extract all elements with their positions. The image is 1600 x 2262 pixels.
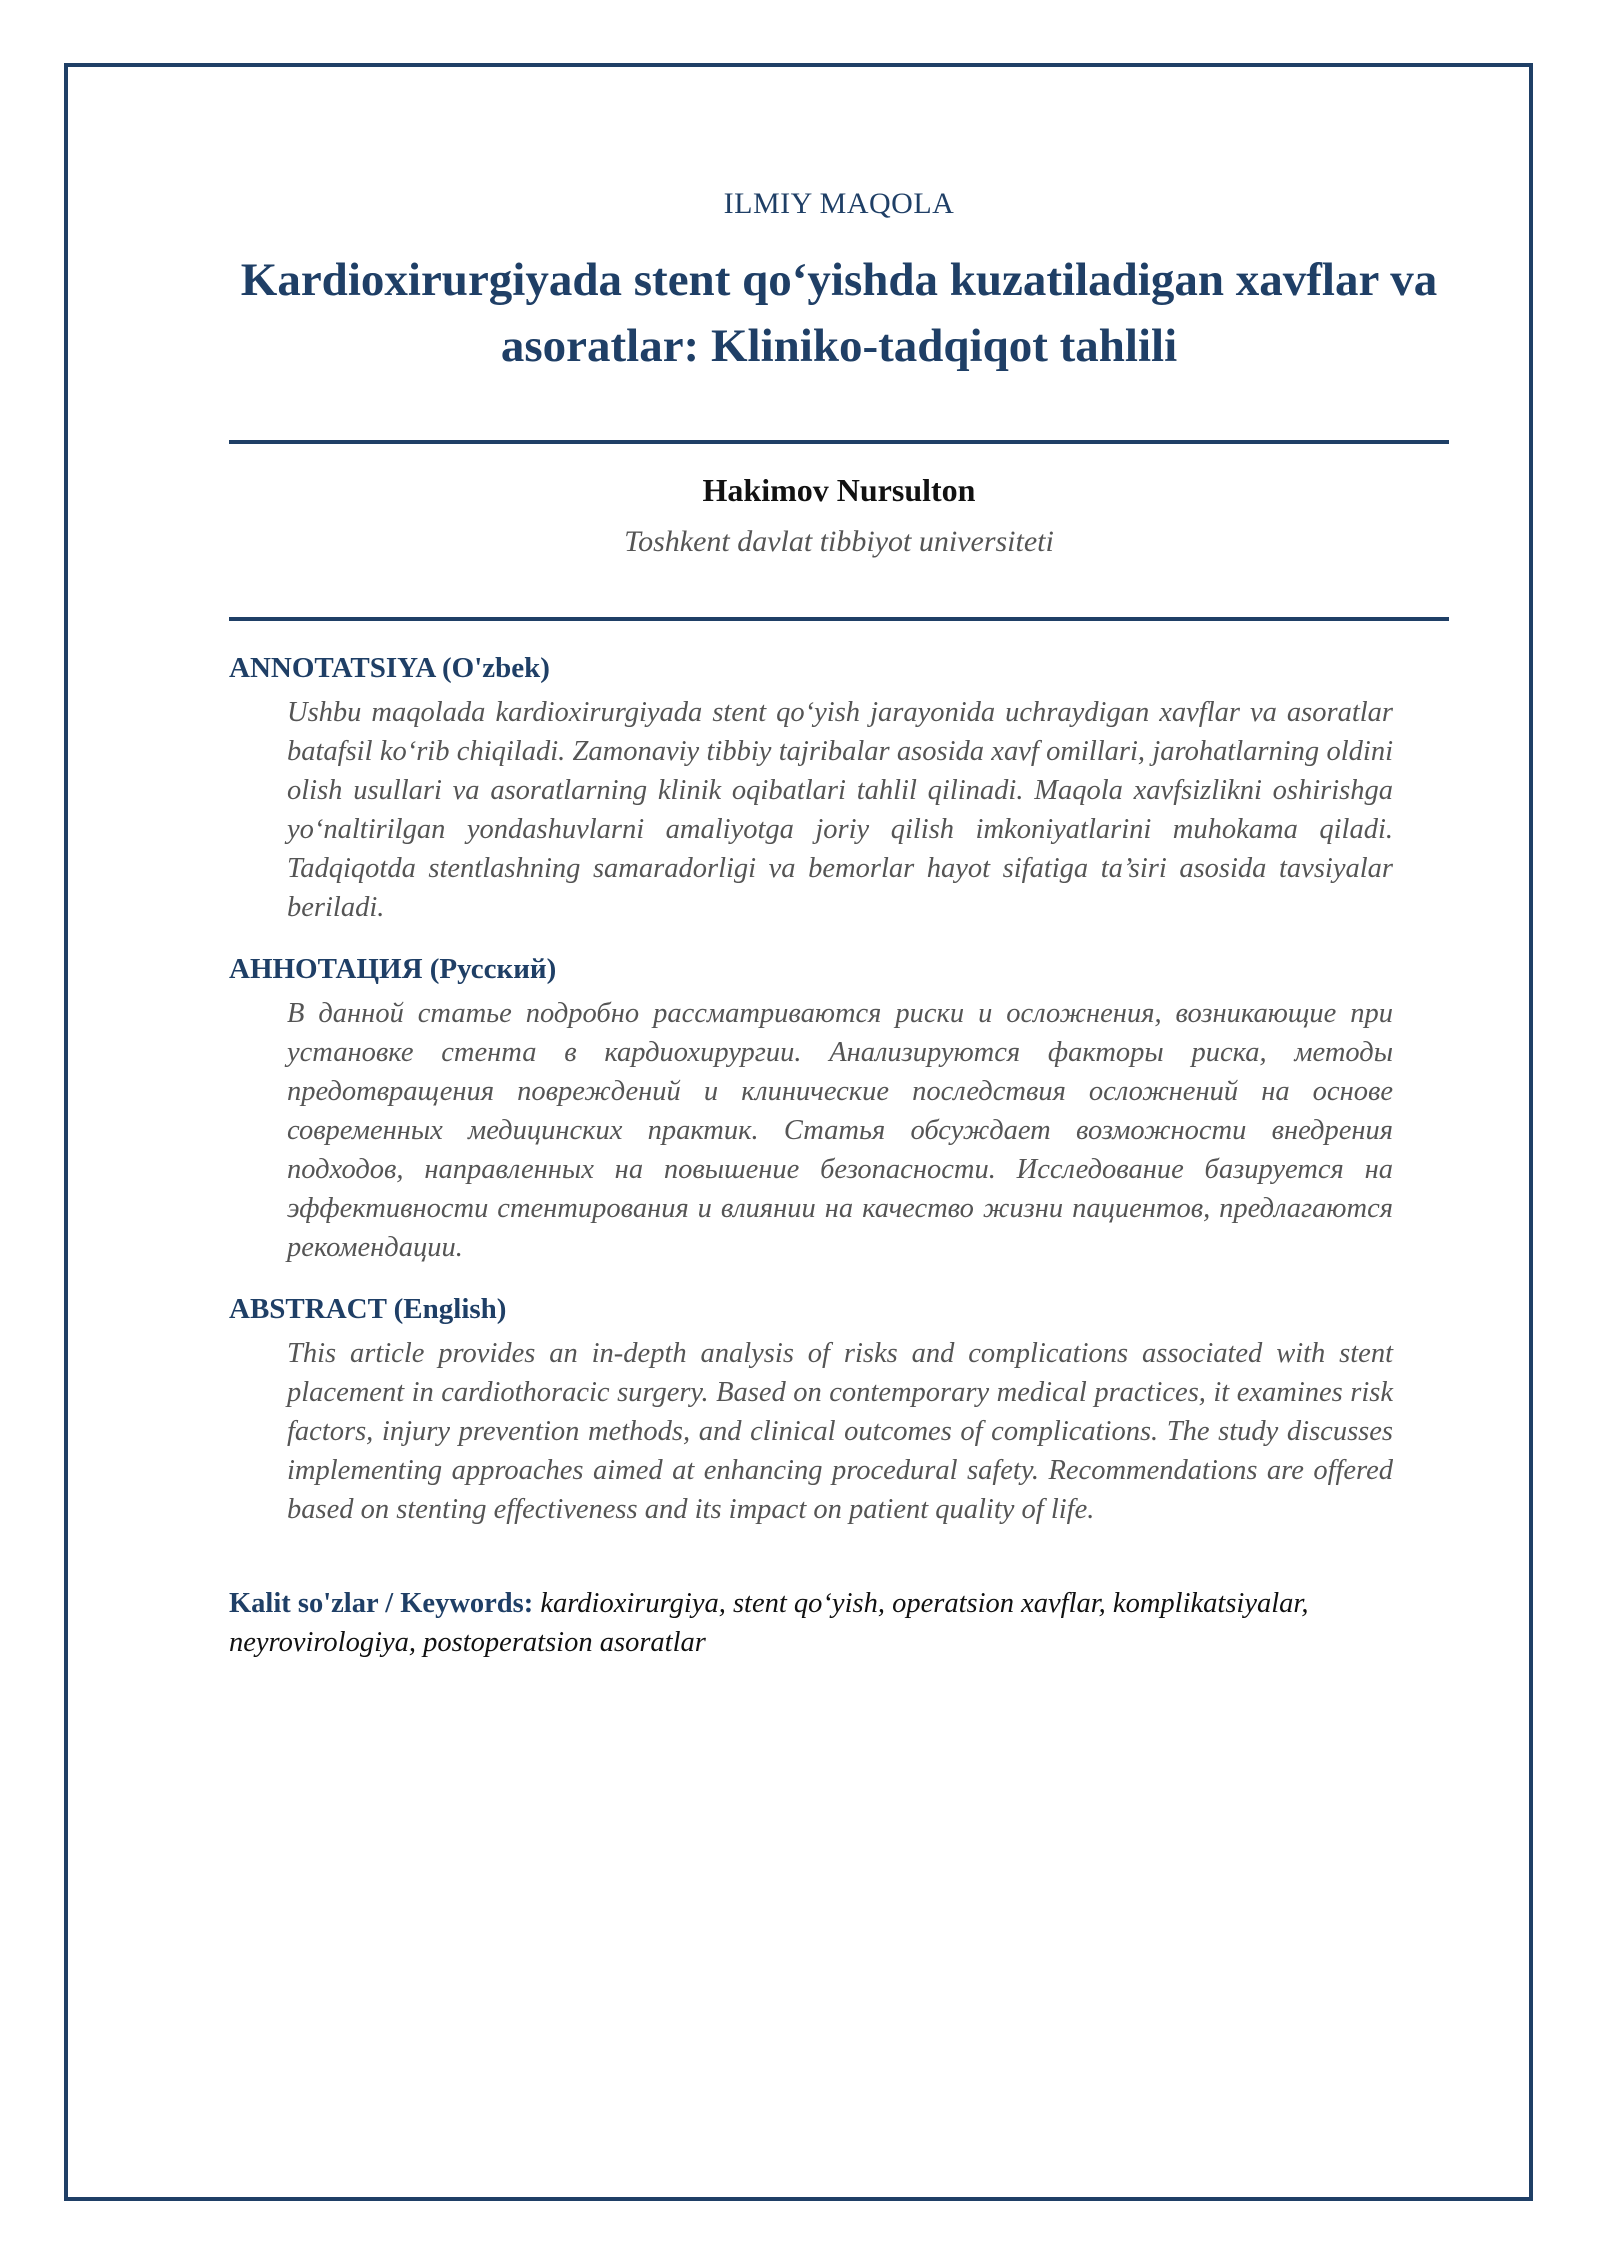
divider-top (229, 440, 1449, 444)
keywords (229, 1584, 1449, 1662)
abstract-ru-text: В данной статье подробно рассматриваются риски и осложнения, возникающие при установке стента в кардиохирургии. Анализируются факторы риска, методы предотвращения повреждений и клинические последствия осложнений на основе современных медицинских практик. Статья обсуждает возможности внедрения подходов, направленных на повышение безопасности. Исследование базируется на эффективности стентирования и влиянии на качество жизни пациентов, предлагаются рекомендации. (287, 998, 1393, 1263)
abstract-en-text: This article provides an in-depth analysis of risks and complications associated with stent placement in cardiothoracic surgery. Based on contemporary medical practices, it examines risk factors, injury prevention methods, and clinical outcomes of complications. The study discusses implementing approaches aimed at enhancing procedural safety. Recommendations are offered based on stenting effectiveness and its impact on patient quality of life. (287, 1338, 1393, 1525)
divider-bottom (229, 617, 1449, 621)
abstract-en-heading: ABSTRACT (English) (229, 1293, 507, 1325)
author-affiliation: Toshkent davlat tibbiyot universiteti (624, 525, 1054, 558)
keywords-label: Kalit so'zlar / Keywords: (229, 1588, 534, 1619)
abstract-ru-heading: АННОТАЦИЯ (Русский) (229, 953, 557, 985)
abstract-uz-text: Ushbu maqolada kardioxirurgiyada stent qo‘yish jarayonida uchraydigan xavflar va asoratlar batafsil ko‘rib chiqiladi. Zamonaviy tibbiy tajribalar asosida xavf omillari, jarohatlarning oldini olish usullari va asoratlarning klinik oqibatlari tahlil qilinadi. Maqola xavfsizlikni oshirishga yo‘naltirilgan yondashuvlarni amaliyotga joriy qilish imkoniyatlarini muhokama qiladi. Tadqiqotda stentlashning samaradorligi va bemorlar hayot sifatiga ta’siri asosida tavsiyalar beriladi. (287, 697, 1393, 923)
abstract-uz-heading: ANNOTATSIYA (O'zbek) (229, 652, 550, 684)
article-title: Kardioxirurgiyada stent qo‘yishda kuzatiladigan xavflar va asoratlar: Kliniko-tadqiqot tahlili (240, 254, 1438, 372)
author-name: Hakimov Nursulton (702, 472, 976, 508)
keywords-text: kardioxirurgiya, stent qo‘yish, operatsion xavflar, komplikatsiyalar, neyrovirologiya, postoperatsion asoratlar (229, 1588, 1309, 1658)
article-type-label: ILMIY MAQOLA (723, 187, 955, 220)
